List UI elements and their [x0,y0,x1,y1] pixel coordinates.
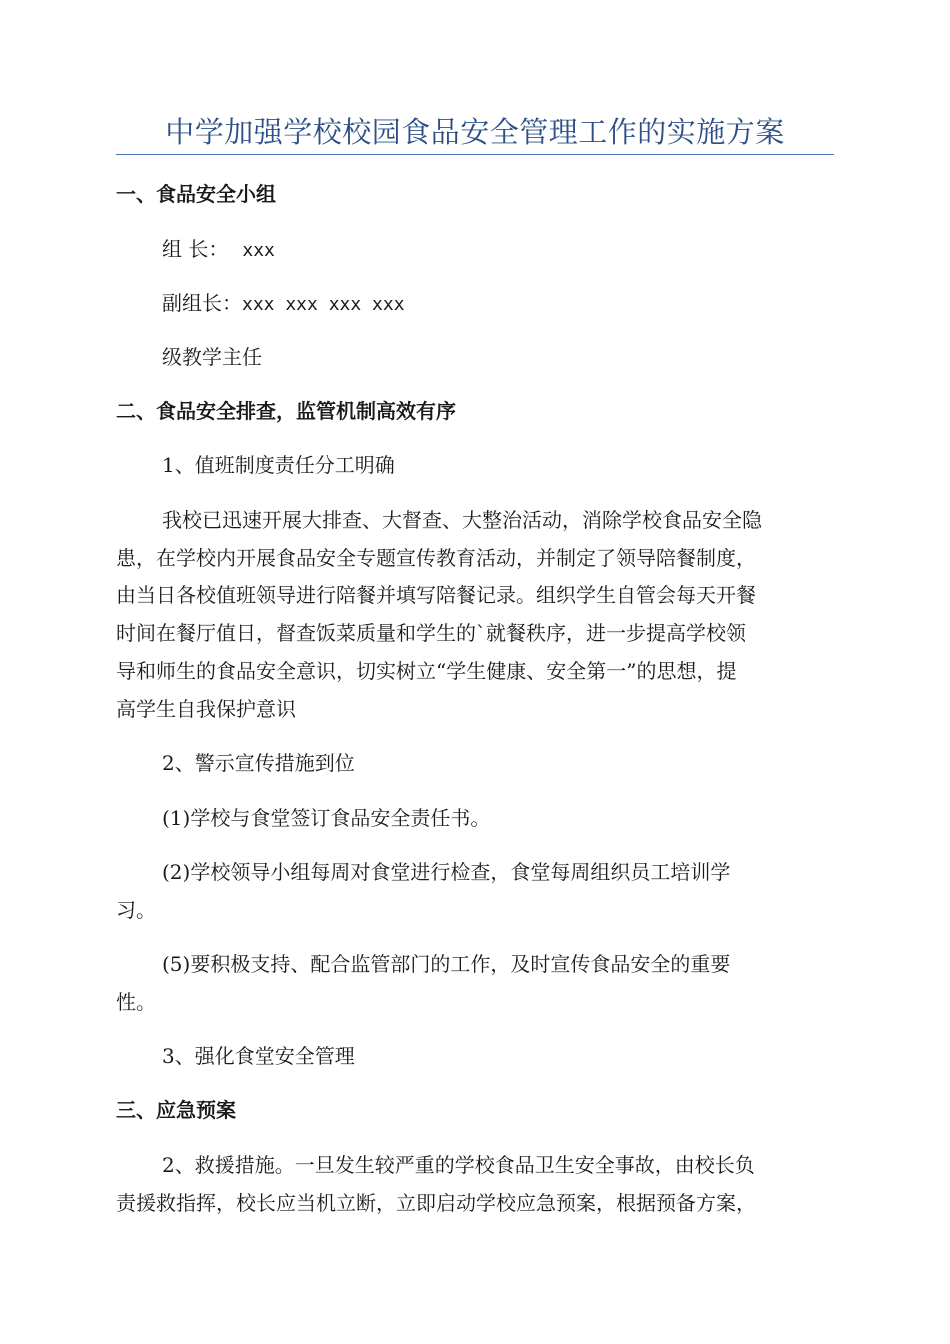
document-title: 中学加强学校校园食品安全管理工作的实施方案 [165,115,785,149]
para-1-line: 患，在学校内开展食品安全专题宣传教育活动，并制定了领导陪餐制度， [116,546,756,570]
sub-item-2-line: 习。 [116,898,156,922]
deputy-value: xxx xxx xxx xxx [242,294,405,315]
leader-line [162,235,275,265]
title-underline [116,154,834,155]
deputy-line [162,289,405,319]
para-1-line: 高学生自我保护意识 [116,697,296,721]
section-3-para-line: 2、救援措施。一旦发生较严重的学校食品卫生安全事故，由校长负 [162,1153,755,1177]
item-1-title: 1、值班制度责任分工明确 [162,453,395,477]
item-3-title: 3、强化食堂安全管理 [162,1044,355,1068]
para-1-line: 时间在餐厅值日，督查饭菜质量和学生的`就餐秩序，进一步提高学校领 [116,621,746,645]
item-2-title: 2、警示宣传措施到位 [162,751,355,775]
grade-director-line: 级教学主任 [162,345,262,369]
sub-item-2-line: (2)学校领导小组每周对食堂进行检查，食堂每周组织员工培训学 [162,860,731,884]
sub-item-5-line: 性。 [116,990,156,1014]
section-1-heading: 一、食品安全小组 [116,182,276,206]
leader-label: 组 长： [162,237,229,261]
section-3-heading: 三、应急预案 [116,1098,236,1122]
section-3-para-line: 责援救指挥，校长应当机立断，立即启动学校应急预案，根据预备方案， [116,1191,756,1215]
para-1-line: 我校已迅速开展大排查、大督查、大整治活动，消除学校食品安全隐 [162,508,762,532]
para-1-line: 导和师生的食品安全意识，切实树立“学生健康、安全第一”的思想，提 [116,659,737,683]
section-2-heading: 二、食品安全排查，监管机制高效有序 [116,399,456,423]
sub-item-1: (1)学校与食堂签订食品安全责任书。 [162,806,491,830]
deputy-label: 副组长： [162,291,242,315]
para-1-line: 由当日各校值班领导进行陪餐并填写陪餐记录。组织学生自管会每天开餐 [116,583,756,607]
leader-value: xxx [242,240,275,261]
sub-item-5-line: (5)要积极支持、配合监管部门的工作，及时宣传食品安全的重要 [162,952,731,976]
